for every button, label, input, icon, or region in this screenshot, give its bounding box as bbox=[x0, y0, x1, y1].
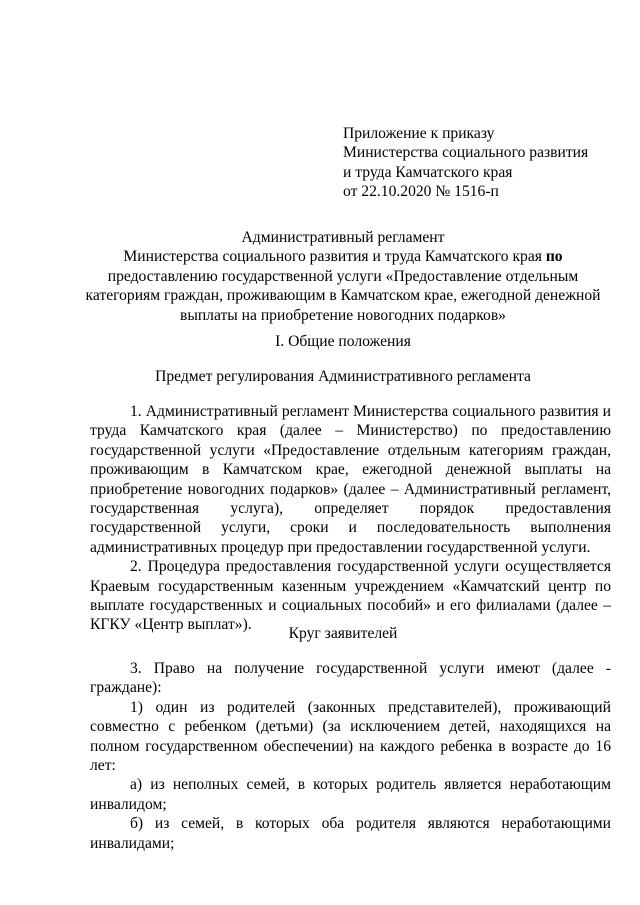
subject-paragraphs bbox=[90, 402, 611, 635]
subsection-heading-subject: Предмет регулирования Административного регламента bbox=[155, 368, 531, 385]
paragraph: 2. Процедура предоставления государственной услуги осуществляется Краевым государственным казенным учреждением «Камчатский центр по выплате государственных и социальных пособий» и его филиалами (далее – КГКУ «Центр выплат»). bbox=[90, 558, 611, 634]
title-line-text: Министерства социального развития и труда Камчатского края bbox=[123, 248, 546, 266]
paragraph: б) из семей, в которых оба родителя являются неработающими инвалидами; bbox=[90, 815, 611, 852]
title-line bbox=[75, 247, 611, 266]
appendix-line: Министерства социального развития bbox=[343, 144, 589, 162]
document-title bbox=[75, 228, 611, 325]
appendix-line: Приложение к приказу bbox=[343, 125, 495, 142]
title-line: предоставлению государственной услуги «Предоставление отдельным bbox=[107, 267, 579, 285]
subsection-heading-applicants: Круг заявителей bbox=[288, 625, 398, 642]
paragraph: а) из неполных семей, в которых родитель является неработающим инвалидом; bbox=[90, 776, 611, 813]
paragraph: 1) один из родителей (законных представителей), проживающий совместно с ребенком (детьми) (за исключением детей, находящихся на полном государственном обеспечении) на каждого ребенка в возрасте до 16 лет: bbox=[90, 698, 611, 775]
title-line: выплаты на приобретение новогодних подарков» bbox=[180, 306, 506, 324]
paragraph: 1. Административный регламент Министерства социального развития и труда Камчатского края (далее – Министерство) по предоставлению государственной услуги «Предоставление отдельным категориям граждан, проживающим в Камчатском крае, ежегодной денежной выплаты на приобретение новогодних подарков» (далее – Административный регламент, государственная услуга), определяет порядок предоставления государственной услуги, сроки и последовательность выполнения административных процедур при предоставлении государственной услуги. bbox=[90, 403, 611, 556]
title-line: Административный регламент bbox=[241, 229, 445, 246]
title-line: категориям граждан, проживающим в Камчатском крае, ежегодной денежной bbox=[85, 287, 601, 305]
applicants-paragraphs bbox=[90, 659, 611, 853]
appendix-line: и труда Камчатского края bbox=[343, 163, 513, 181]
appendix-order-date: от 22.10.2020 № 1516-п bbox=[343, 183, 499, 201]
section-heading: I. Общие положения bbox=[275, 333, 411, 350]
paragraph: 3. Право на получение государственной услуги имеют (далее - граждане): bbox=[90, 660, 611, 697]
title-bold-word: по bbox=[545, 248, 563, 266]
appendix-block bbox=[343, 124, 623, 202]
